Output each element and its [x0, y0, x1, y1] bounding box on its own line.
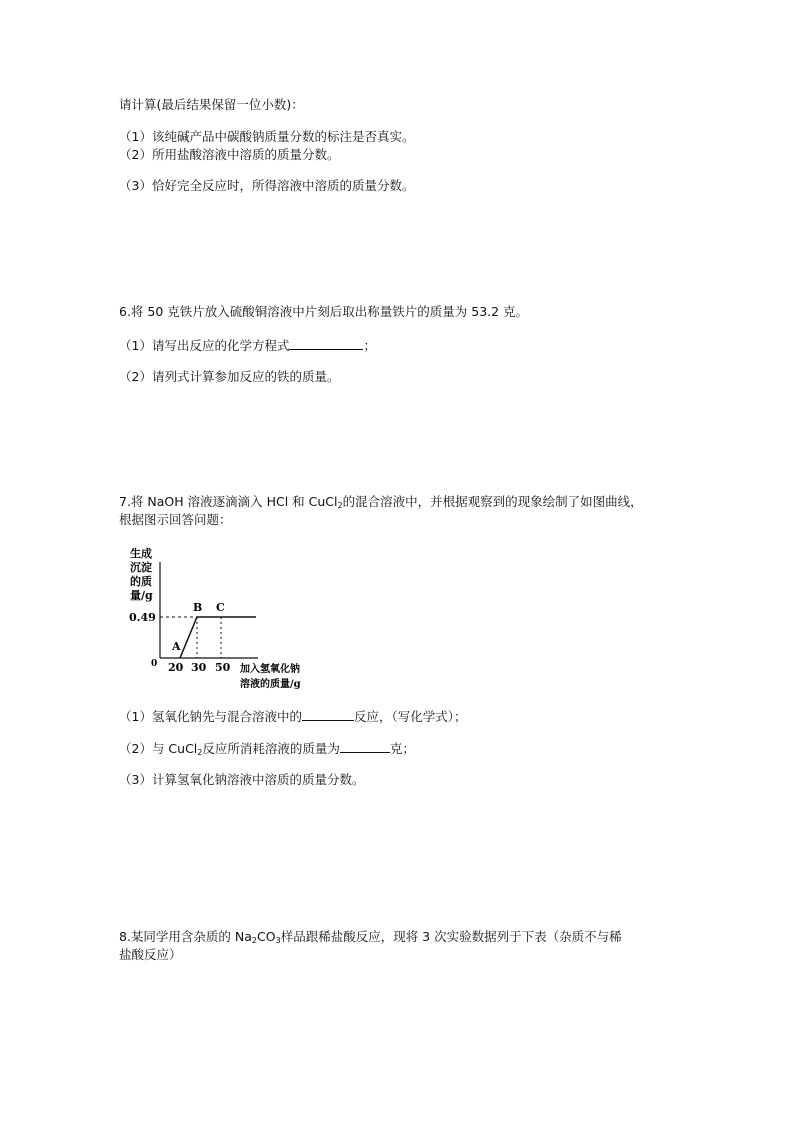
- q7-sub2-suffix: 克；: [389, 741, 415, 756]
- q8-stem-part3: 样品跟稀盐酸反应，现将 3 次实验数据列于下表（杂质不与稀: [280, 929, 622, 944]
- q8-stem-part2: CO: [257, 929, 276, 944]
- chart-ylabel-2: 沉淀: [130, 561, 152, 574]
- calc-instruction: 请计算(最后结果保留一位小数)：: [119, 97, 304, 112]
- precipitate-chart: [120, 540, 320, 695]
- q8-stem-part1: 8.某同学用含杂质的 Na: [119, 929, 252, 944]
- q8-stem-line2: 盐酸反应）: [119, 947, 182, 962]
- point-label-b: B: [193, 601, 203, 614]
- point-label-c: C: [216, 601, 225, 614]
- q6-sub1-suffix: ；: [363, 338, 376, 353]
- q7-stem-subscript: 2: [337, 501, 343, 510]
- q5-sub2: （2）所用盐酸溶液中溶质的质量分数。: [119, 147, 340, 162]
- precipitate-curve: [180, 617, 256, 658]
- q7-stem-line2: 根据图示回答问题：: [119, 512, 232, 527]
- x-tick-50: 50: [215, 661, 231, 674]
- q6-sub1: [119, 337, 376, 355]
- x-tick-30: 30: [191, 661, 207, 674]
- q8-subscript-b: 3: [275, 936, 281, 945]
- q7-mass-blank[interactable]: [340, 740, 390, 753]
- origin-label: 0: [151, 659, 158, 669]
- q7-sub2-subscript: 2: [197, 748, 203, 757]
- q7-sub1-suffix: 反应，（写化学式）；: [353, 709, 467, 724]
- q7-stem-part2: 的混合溶液中，并根据观察到的现象绘制了如图曲线，: [342, 494, 643, 509]
- q7-formula-blank[interactable]: [302, 708, 354, 721]
- q6-equation-blank[interactable]: [289, 337, 363, 350]
- q8-subscript-a: 2: [251, 936, 258, 945]
- chart-ylabel-1: 生成: [130, 547, 152, 560]
- q7-sub2-text: （2）与 CuCl: [119, 741, 198, 756]
- q7-sub3: （3）计算氢氧化钠溶液中溶质的质量分数。: [119, 772, 365, 787]
- q7-sub2: [119, 740, 415, 758]
- q6-stem: 6.将 50 克铁片放入硫酸铜溶液中片刻后取出称量铁片的质量为 53.2 克。: [119, 304, 529, 319]
- q7-stem-part1: 7.将 NaOH 溶液逐滴滴入 HCl 和 CuCl: [119, 494, 338, 509]
- y-tick-label: 0.49: [129, 611, 156, 624]
- q5-sub1: （1）该纯碱产品中碳酸钠质量分数的标注是否真实。: [119, 129, 415, 144]
- chart-xlabel-2: 溶液的质量/g: [240, 679, 301, 690]
- point-label-a: A: [172, 640, 181, 653]
- q6-sub1-text: （1）请写出反应的化学方程式: [119, 338, 290, 353]
- q6-sub2: （2）请列式计算参加反应的铁的质量。: [119, 369, 340, 384]
- q5-sub3: （3）恰好完全反应时，所得溶液中溶质的质量分数。: [119, 178, 415, 193]
- q7-sub1-text: （1）氢氧化钠先与混合溶液中的: [119, 709, 302, 724]
- chart-ylabel-3: 的质: [130, 575, 152, 588]
- chart-ylabel-4: 量/g: [130, 589, 153, 602]
- chart-xlabel-1: 加入氢氧化钠: [240, 664, 300, 675]
- q7-sub1: [119, 708, 466, 726]
- q8-stem: [119, 928, 622, 946]
- q7-sub2-mid: 反应所消耗溶液的质量为: [202, 741, 340, 756]
- x-tick-20: 20: [168, 661, 184, 674]
- q7-stem: [119, 493, 643, 511]
